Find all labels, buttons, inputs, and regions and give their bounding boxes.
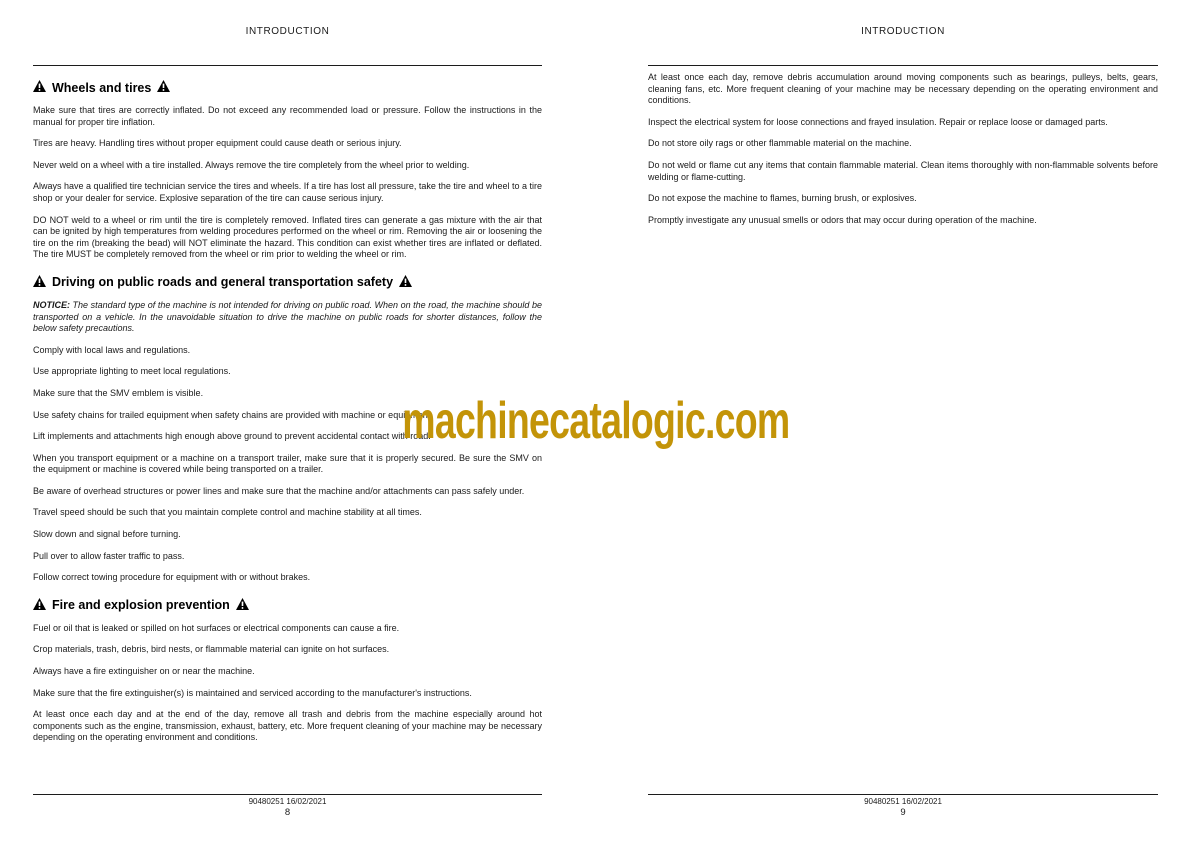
paragraph: Never weld on a wheel with a tire installed. Always remove the tire completely from the wheel prior to welding. xyxy=(33,159,470,170)
page-header: INTRODUCTION xyxy=(245,26,330,37)
page-number: 8 xyxy=(284,807,291,818)
section-fire-explosion-heading xyxy=(33,598,542,613)
page-9-content xyxy=(648,72,1158,226)
paragraph: DO NOT weld to a wheel or rim until the tire is completely removed. Inflated tires can generate a gas mixture with the air that can be ignited by high temperatures from welding procedures performed on the wheel or rim. Removing the air or loosening the tire on the rim (breaking the bead) will NOT eliminate the hazard. This condition can exist whether tires are inflated or deflated. The tire MUST be completely removed from the wheel or rim prior to welding the wheel or rim. xyxy=(33,214,542,260)
paragraph: Pull over to allow faster traffic to pass. xyxy=(33,550,185,561)
paragraph: Do not weld or flame cut any items that contain flammable material. Clean items thoroughly with non-flammable solvents before welding or flame-cutting. xyxy=(648,159,1158,182)
paragraph: Make sure that the fire extinguisher(s) is maintained and serviced according to the manufacturer's instructions. xyxy=(33,687,472,698)
paragraph: Follow correct towing procedure for equipment with or without brakes. xyxy=(33,572,311,583)
section-driving-public-roads-heading xyxy=(33,275,542,290)
header-rule xyxy=(648,65,1158,66)
paragraph: Slow down and signal before turning. xyxy=(33,529,181,540)
paragraph: Make sure that tires are correctly inflated. Do not exceed any recommended load or pressure. Follow the instructions in the manual for proper tire inflation. xyxy=(33,105,542,127)
paragraph: Comply with local laws and regulations. xyxy=(33,344,191,355)
warning-triangle-icon xyxy=(236,598,249,613)
page-9-footer xyxy=(648,794,1158,818)
page-9 xyxy=(648,0,1158,842)
paragraph: Fuel or oil that is leaked or spilled on hot surfaces or electrical components can cause a fire. xyxy=(33,622,400,633)
paragraph: Do not expose the machine to flames, burning brush, or explosives. xyxy=(648,193,917,204)
page-number: 9 xyxy=(900,807,906,818)
header-rule xyxy=(33,65,542,66)
paragraph: Be aware of overhead structures or power lines and make sure that the machine and/or attachments can pass safely under. xyxy=(33,485,525,496)
section-heading-label: Driving on public roads and general transportation safety xyxy=(52,275,394,290)
paragraph: Always have a qualified tire technician service the tires and wheels. If a tire has lost all pressure, take the tire and wheel to a tire shop or your dealer for service. Explosive separation of the tire can cause serious injury. xyxy=(33,181,542,203)
paragraph: Lift implements and attachments high enough above ground to prevent accidental contact with road. xyxy=(33,431,431,442)
warning-triangle-icon xyxy=(157,80,170,95)
section-heading-label: Fire and explosion prevention xyxy=(52,598,230,613)
footer-rule xyxy=(33,794,542,795)
paragraph: Make sure that the SMV emblem is visible. xyxy=(33,387,204,398)
section-heading-label: Wheels and tires xyxy=(52,80,152,95)
paragraph: Do not store oily rags or other flammable material on the machine. xyxy=(648,138,912,149)
page-8-content xyxy=(33,80,542,744)
paragraph: Use safety chains for trailed equipment when safety chains are provided with machine or equipment. xyxy=(33,409,433,420)
section-wheels-and-tires-heading xyxy=(33,80,542,95)
notice-paragraph xyxy=(33,300,542,335)
page-header: INTRODUCTION xyxy=(861,26,945,37)
watermark: machinecatalogic.com xyxy=(402,392,790,450)
document-code: 90480251 16/02/2021 xyxy=(248,797,327,806)
paragraph: Use appropriate lighting to meet local regulations. xyxy=(33,366,231,377)
notice-text: The standard type of the machine is not intended for driving on public road. When on the road, the machine should be transported on a vehicle. In the unavoidable situation to drive the machine on public roads for shorter distances, follow the below safety precautions. xyxy=(33,299,542,334)
warning-triangle-icon xyxy=(399,275,412,290)
paragraph: Travel speed should be such that you maintain complete control and machine stability at all times. xyxy=(33,507,422,518)
paragraph: Inspect the electrical system for loose connections and frayed insulation. Repair or replace loose or damaged parts. xyxy=(648,116,1108,127)
paragraph: Promptly investigate any unusual smells or odors that may occur during operation of the machine. xyxy=(648,214,1037,225)
paragraph: Crop materials, trash, debris, bird nests, or flammable material can ignite on hot surfaces. xyxy=(33,644,390,655)
paragraph: Tires are heavy. Handling tires without proper equipment could cause death or serious injury. xyxy=(33,138,402,149)
document-code: 90480251 16/02/2021 xyxy=(864,797,942,806)
footer-rule xyxy=(648,794,1158,795)
paragraph: When you transport equipment or a machine on a transport trailer, make sure that it is properly secured. Be sure the SMV on the equipment or machine is covered while being transported on a trailer. xyxy=(33,452,542,475)
paragraph: At least once each day and at the end of the day, remove all trash and debris from the machine especially around hot components such as the engine, transmission, exhaust, battery, etc. More frequent cleaning of your machine may be necessary depending on the operating environment and conditions. xyxy=(33,709,542,743)
notice-label: NOTICE: xyxy=(33,299,70,310)
paragraph: Always have a fire extinguisher on or near the machine. xyxy=(33,666,255,677)
page-8 xyxy=(33,0,542,842)
warning-triangle-icon xyxy=(33,598,46,613)
paragraph: At least once each day, remove debris accumulation around moving components such as bearings, pulleys, belts, gears, cleaning fans, etc. More frequent cleaning of your machine may be necessary depending on the operating environment and conditions. xyxy=(648,72,1158,106)
warning-triangle-icon xyxy=(33,275,46,290)
page-8-footer xyxy=(33,794,542,818)
warning-triangle-icon xyxy=(33,80,46,95)
